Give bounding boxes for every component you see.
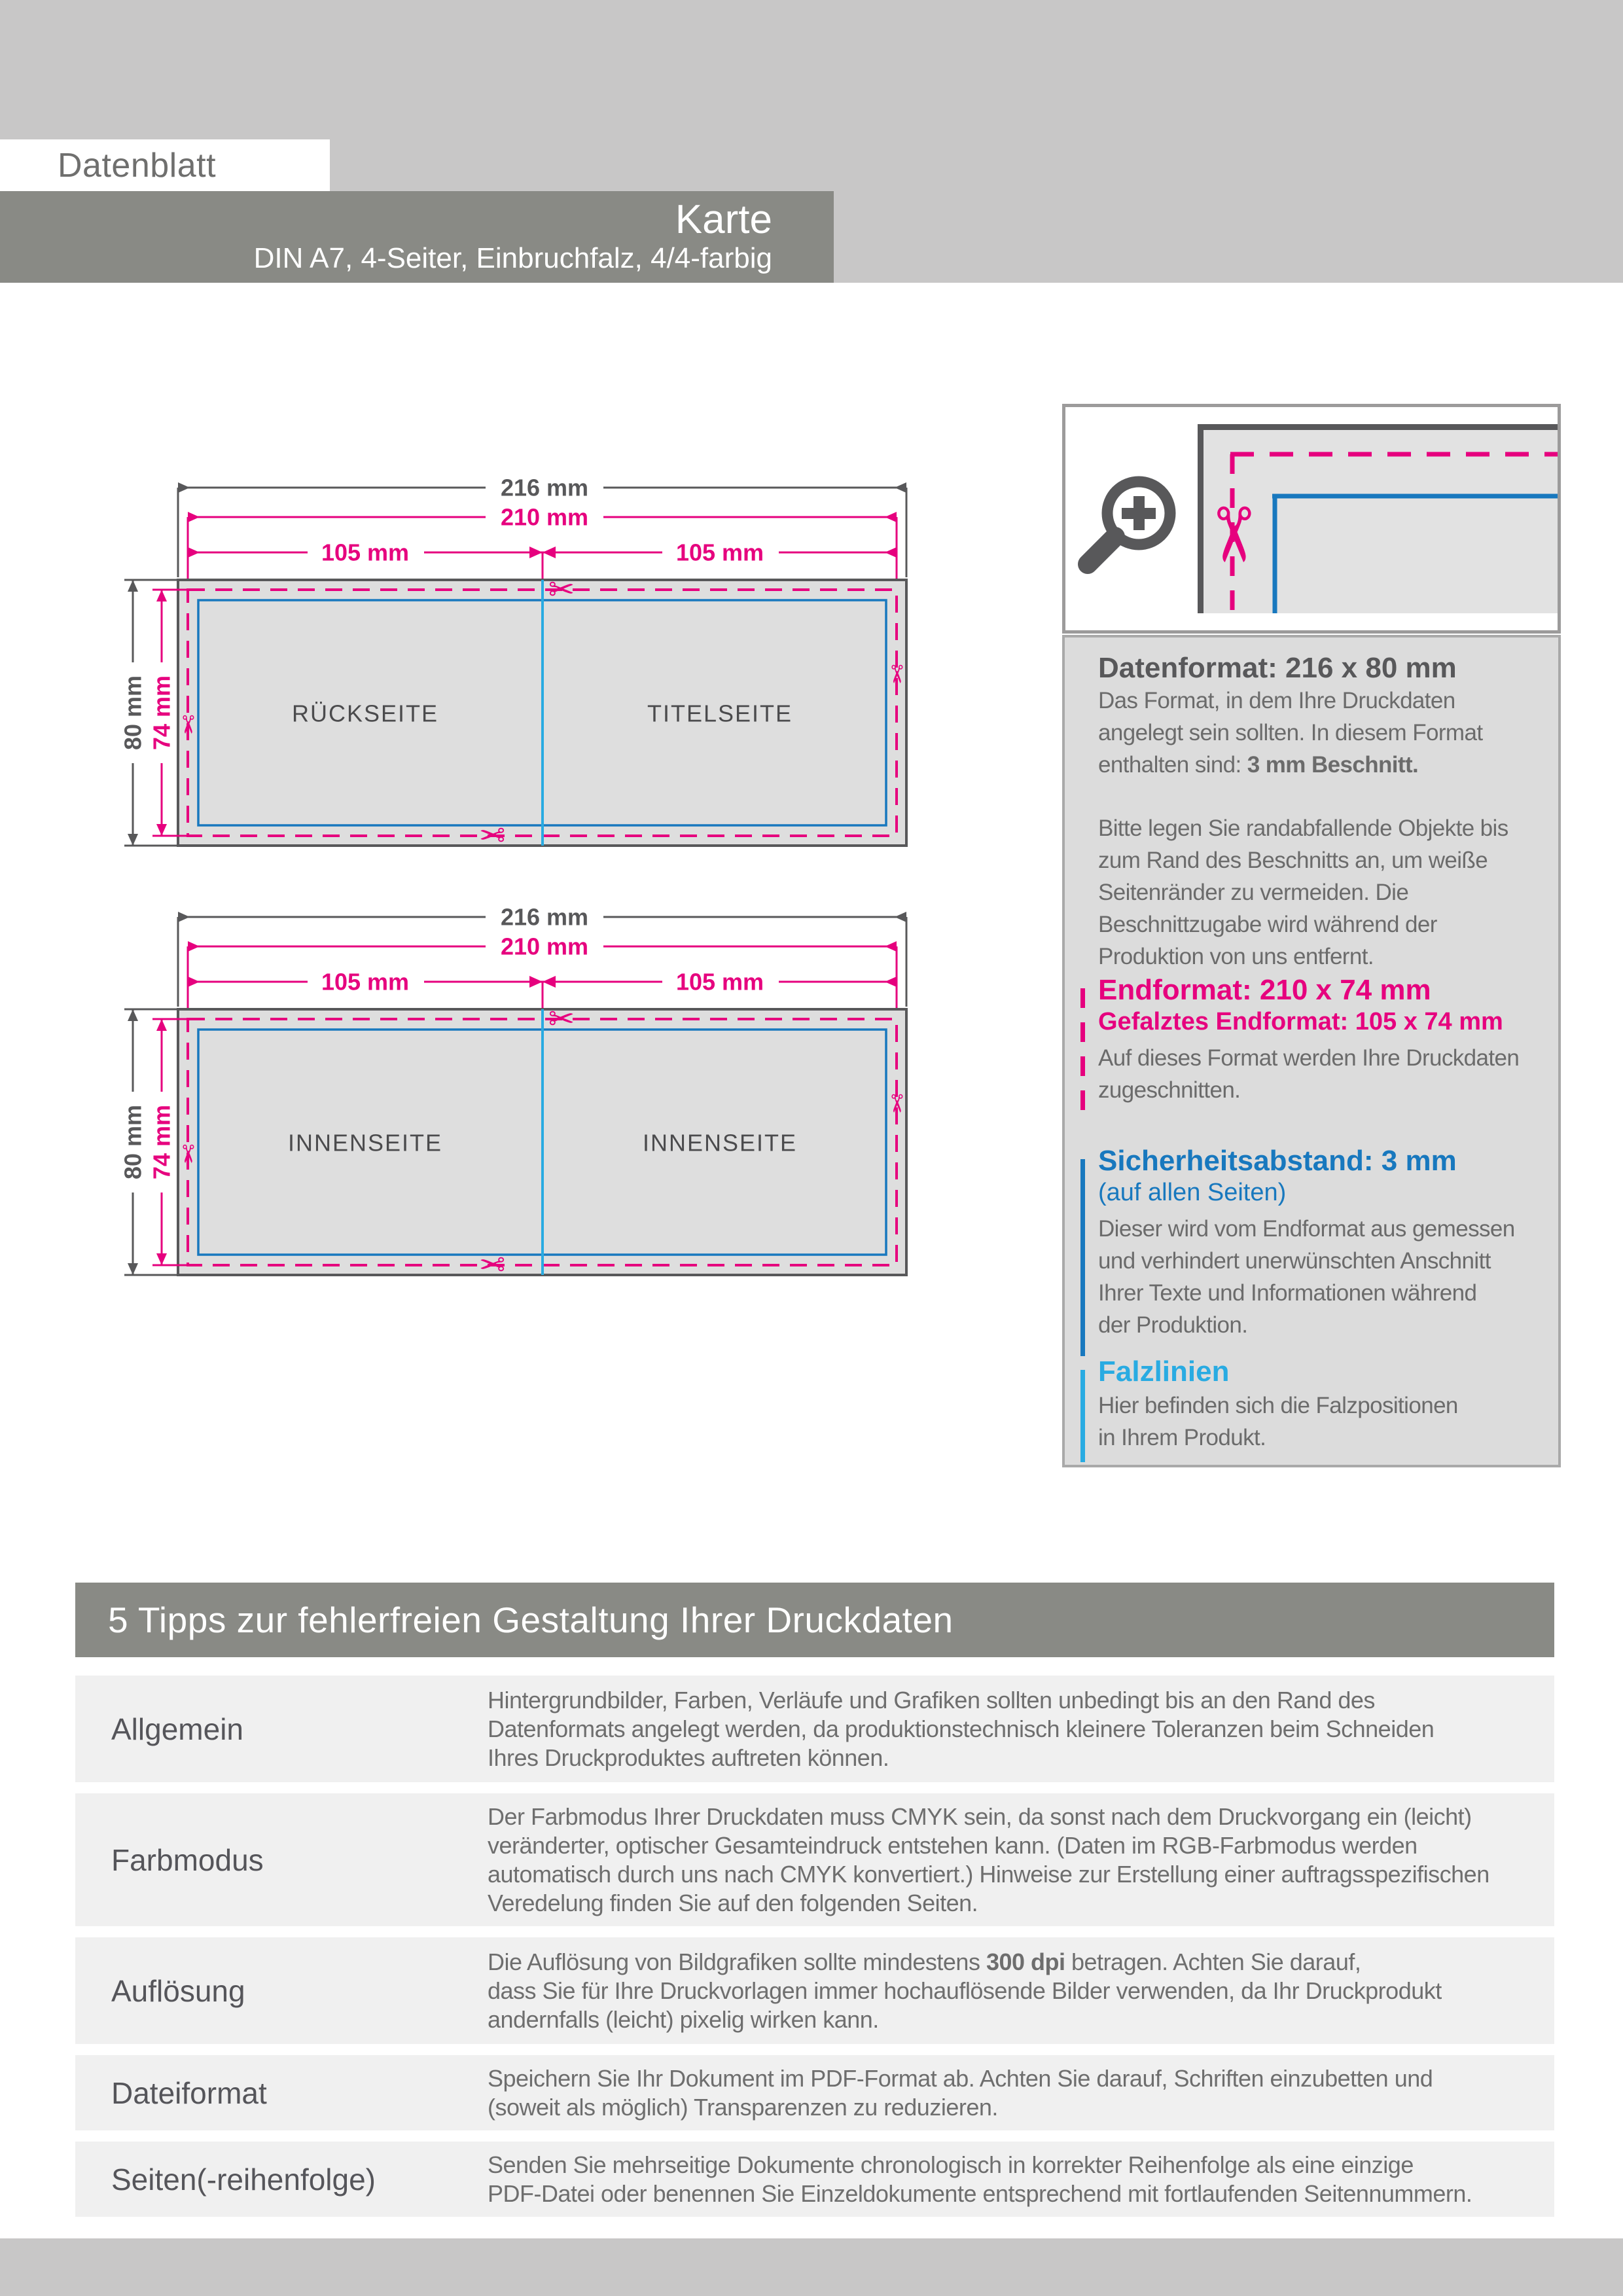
safety-rule — [1080, 1159, 1085, 1356]
safety-subheading: (auf allen Seiten) — [1098, 1179, 1287, 1206]
scissors-icon: ✂ — [173, 1143, 202, 1164]
dim-outer-width-label: 216 mm — [500, 903, 589, 931]
tips-title-band — [75, 1583, 1554, 1657]
dim-half-left-label: 105 mm — [321, 968, 410, 996]
dim-trim-width-label: 210 mm — [500, 503, 589, 531]
product-title-band — [0, 191, 834, 283]
safety-heading: Sicherheitsabstand: 3 mm — [1098, 1145, 1457, 1177]
endformat-text: Auf dieses Format werden Ihre Druckdaten zugeschnitten. — [1098, 1045, 1520, 1103]
dim-trim-height-label: 74 mm — [148, 675, 175, 751]
page-label-right: INNENSEITE — [642, 1129, 798, 1157]
tip-label: Dateiformat — [111, 2075, 267, 2110]
tip-text: Der Farbmodus Ihrer Druckdaten muss CMYK sein, da sonst nach dem Druckvorgang ein (leicht) veränderter, optischer Gesamteindruck entstehen kann. (Daten im RGB-Farbmodus werden automatisch durch uns nach CMYK konvertiert.) Hinweise zur Erstellung einer auftragsspezifischen Veredelung finden Sie auf den folgenden Seiten. — [488, 1803, 1489, 1916]
page-label-right: TITELSEITE — [647, 700, 793, 727]
dim-outer-height-label: 80 mm — [119, 1104, 147, 1180]
tip-row-dateiformat — [75, 2055, 1554, 2130]
foldlines-rule — [1080, 1370, 1085, 1462]
dim-half-right-label: 105 mm — [675, 968, 764, 996]
safety-text: Dieser wird vom Endformat aus gemessen und verhindert unerwünschten Anschnitt Ihrer Texte und Informationen während der Produktion. — [1098, 1216, 1515, 1338]
tip-text: Die Auflösung von Bildgrafiken sollte mindestens 300 dpi betragen. Achten Sie darauf, dass Sie für Ihre Druckvorlagen immer hochauflösende Bilder verwenden, da Ihr Druckprodukt andernfalls (leicht) pixelig wirken kann. — [488, 1948, 1442, 2033]
foldlines-heading: Falzlinien — [1098, 1355, 1230, 1388]
scissors-icon: ✂ — [478, 1247, 506, 1283]
bleed-note-text: Bitte legen Sie randabfallende Objekte bis zum Rand des Beschnitts an, um weiße Seitenränder zu vermeiden. Die Beschnittzugabe wird während der Produktion von uns entfernt. — [1098, 816, 1508, 969]
tip-label: Farbmodus — [111, 1842, 264, 1877]
scissors-icon: ✂ — [173, 714, 202, 735]
scissors-icon: ✂ — [548, 571, 575, 608]
tip-label: Auflösung — [111, 1973, 245, 2008]
product-title: Karte — [675, 197, 772, 242]
trim-dashed-rule — [1080, 988, 1085, 1122]
datenformat-heading: Datenformat: 216 x 80 mm — [1098, 652, 1457, 684]
corner-detail-box — [1062, 404, 1561, 634]
datenformat-text: Das Format, in dem Ihre Druckdaten angelegt sein sollten. In diesem Format enthalten sind: 3 mm Beschnitt. — [1098, 688, 1483, 778]
dim-half-right-label: 105 mm — [675, 539, 764, 566]
dim-outer-height-label: 80 mm — [119, 675, 147, 751]
page-label-left: RÜCKSEITE — [291, 700, 439, 727]
tip-row-aufloesung — [75, 1937, 1554, 2044]
dimension-105mm-lines — [188, 982, 897, 1009]
dim-trim-width-label: 210 mm — [500, 933, 589, 960]
corner-detail-drawing — [1065, 407, 1558, 630]
legend-panel — [1062, 635, 1561, 1467]
page-label-left: INNENSEITE — [287, 1129, 443, 1157]
tip-row-allgemein — [75, 1676, 1554, 1782]
endformat-heading: Endformat: 210 x 74 mm — [1098, 974, 1431, 1006]
scissors-icon: ✂ — [882, 664, 911, 685]
detail-bleed-edge-top — [1198, 424, 1558, 430]
scissors-icon: ✂ — [882, 1093, 911, 1114]
scissors-icon: ✂ — [478, 817, 506, 854]
dim-trim-height-label: 74 mm — [148, 1104, 175, 1180]
diagram-outer-pages — [0, 458, 949, 864]
tip-row-farbmodus — [75, 1793, 1554, 1926]
tips-title: 5 Tipps zur fehlerfreien Gestaltung Ihrer Druckdaten — [108, 1600, 954, 1640]
diagram-inner-pages — [0, 888, 949, 1293]
zoom-in-icon — [1088, 482, 1170, 564]
tip-text: Senden Sie mehrseitige Dokumente chronologisch in korrekter Reihenfolge als eine einzige PDF-Datei oder benennen Sie Einzeldokumente entsprechend mit fortlaufenden Seitennummern. — [488, 2151, 1472, 2207]
dim-outer-width-label: 216 mm — [500, 474, 589, 501]
scissors-icon: ✂ — [548, 1001, 575, 1037]
tip-row-seitenreihenfolge — [75, 2142, 1554, 2217]
footer-background-band — [0, 2238, 1623, 2296]
tip-label: Allgemein — [111, 1712, 243, 1746]
sheet-label: Datenblatt — [58, 146, 217, 185]
dimension-105mm-lines — [188, 552, 897, 580]
tip-text: Speichern Sie Ihr Dokument im PDF-Format ab. Achten Sie darauf, Schriften einzubetten und (soweit als möglich) Transparenzen zu reduzieren. — [488, 2064, 1433, 2121]
tip-text: Hintergrundbilder, Farben, Verläufe und Grafiken sollten unbedingt bis an den Rand des Datenformats angelegt werden, da produktionstechnisch kleinere Toleranzen beim Schneiden Ihres Druckproduktes auftreten können. — [488, 1686, 1435, 1771]
scissors-icon: ✂ — [1188, 503, 1276, 567]
product-subtitle: DIN A7, 4-Seiter, Einbruchfalz, 4/4-farbig — [253, 242, 772, 274]
tip-label: Seiten(-reihenfolge) — [111, 2162, 376, 2197]
dim-half-left-label: 105 mm — [321, 539, 410, 566]
sheet-label-box — [0, 139, 330, 191]
foldlines-text: Hier befinden sich die Falzpositionen in Ihrem Produkt. — [1098, 1393, 1458, 1450]
endformat-subheading: Gefalztes Endformat: 105 x 74 mm — [1098, 1008, 1503, 1035]
